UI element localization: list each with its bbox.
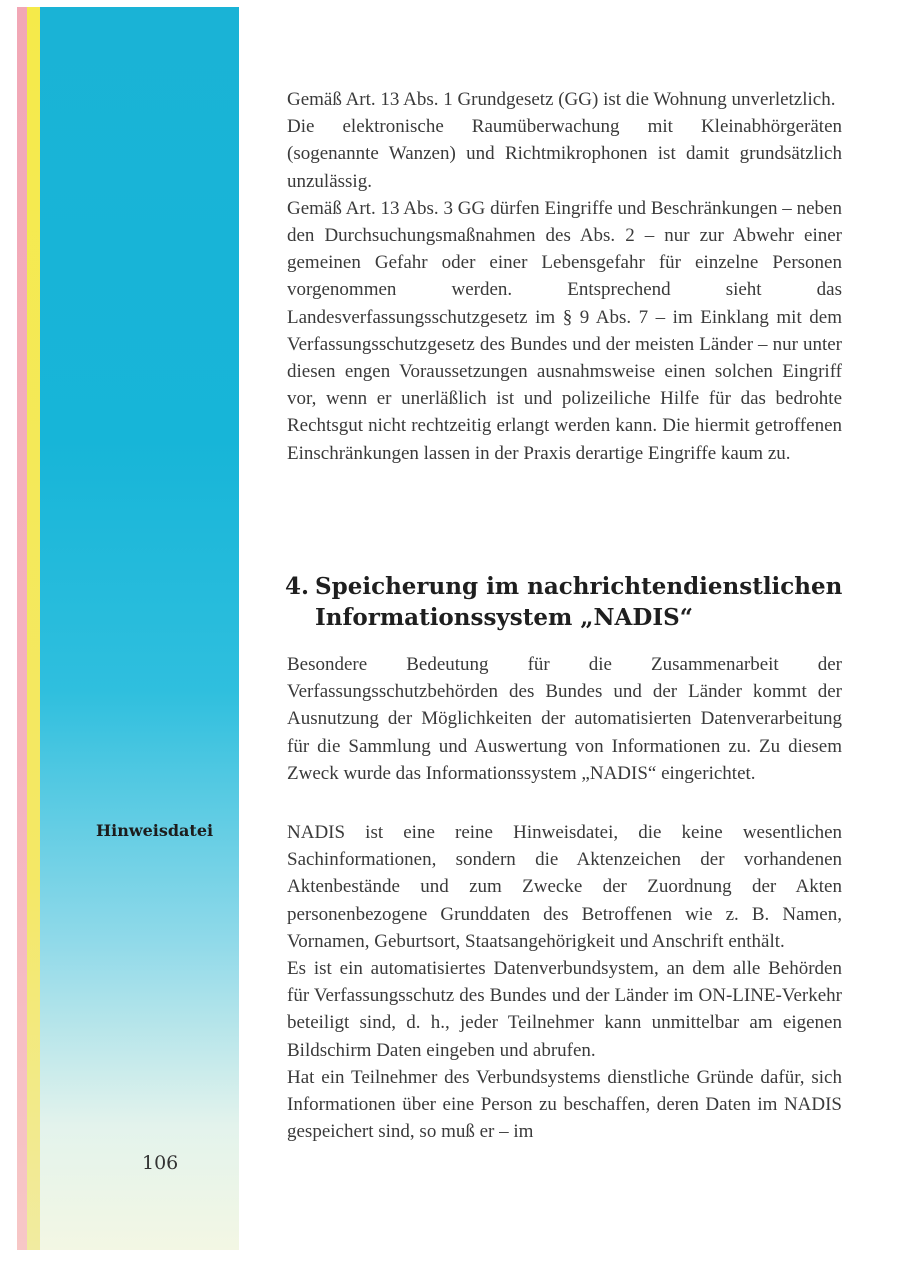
text-block-intro xyxy=(287,651,842,787)
section-title-line1: Speicherung im nachrichtendienstlichen xyxy=(315,573,843,600)
pink-margin-stripe xyxy=(17,7,27,1250)
text-block-hinweisdatei xyxy=(287,819,842,1145)
paragraph: Gemäß Art. 13 Abs. 3 GG dürfen Eingriffe und Beschränkungen – neben den Durchsuchungsmaßnahmen des Abs. 2 – nur zur Abwehr einer gemeinen Gefahr oder einer Lebensgefahr für einzelne Personen vorgenommen werden. Entsprechend sieht das Landesverfassungsschutzgesetz im § 9 Abs. 7 – im Einklang mit dem Verfassungsschutzgesetz des Bundes und der meisten Länder – nur unter diesen engen Voraussetzungen ausnahmsweise einen solchen Eingriff vor, wenn er unerläßlich ist und polizeiliche Hilfe für das bedrohte Rechtsgut nicht rechtzeitig erlangt werden kann. Die hiermit getroffenen Einschränkungen lassen in der Praxis derartige Eingriffe kaum zu. xyxy=(287,197,842,464)
section-heading xyxy=(285,571,845,633)
section-title-line2: Informationssystem „NADIS“ xyxy=(315,604,693,631)
text-block-art13 xyxy=(287,86,842,467)
colored-margin-band xyxy=(17,7,239,1250)
paragraph: Gemäß Art. 13 Abs. 1 Grundgesetz (GG) ist die Wohnung unverletzlich. xyxy=(287,89,836,110)
margin-label: Hinweisdatei xyxy=(96,821,214,840)
section-number: 4. xyxy=(285,573,310,600)
yellow-margin-stripe xyxy=(27,7,40,1250)
paragraph: Besondere Bedeutung für die Zusammenarbeit der Verfassungsschutzbehörden des Bundes und der Länder kommt der Ausnutzung der Möglichkeiten der automatisierten Datenverarbeitung für die Sammlung und Auswertung von Informationen zu. Zu diesem Zweck wurde das Informationssystem „NADIS“ eingerichtet. xyxy=(287,654,842,784)
paragraph: Hat ein Teilnehmer des Verbundsystems dienstliche Gründe dafür, sich Informationen über eine Person zu beschaffen, deren Daten im NADIS gespeichert sind, so muß er – im xyxy=(287,1066,842,1143)
paragraph: Es ist ein automatisiertes Datenverbundsystem, an dem alle Behörden für Verfassungsschutz des Bundes und der Länder im ON-LINE-Verkehr beteiligt sind, d. h., jeder Teilnehmer kann unmittelbar am eigenen Bildschirm Daten eingeben und abrufen. xyxy=(287,958,842,1061)
page-number: 106 xyxy=(142,1152,179,1174)
paragraph: NADIS ist eine reine Hinweisdatei, die keine wesentlichen Sachinformationen, sondern die Aktenzeichen der vorhandenen Aktenbestände und zum Zwecke der Zuordnung der Akten personenbezogene Grunddaten des Betroffenen wie z. B. Namen, Vornamen, Geburtsort, Staatsangehörigkeit und Anschrift enthält. xyxy=(287,822,842,952)
paragraph: Die elektronische Raumüberwachung mit Kleinabhörgeräten (sogenannte Wanzen) und Richtmikrophonen ist damit grundsätzlich unzulässig. xyxy=(287,116,842,192)
